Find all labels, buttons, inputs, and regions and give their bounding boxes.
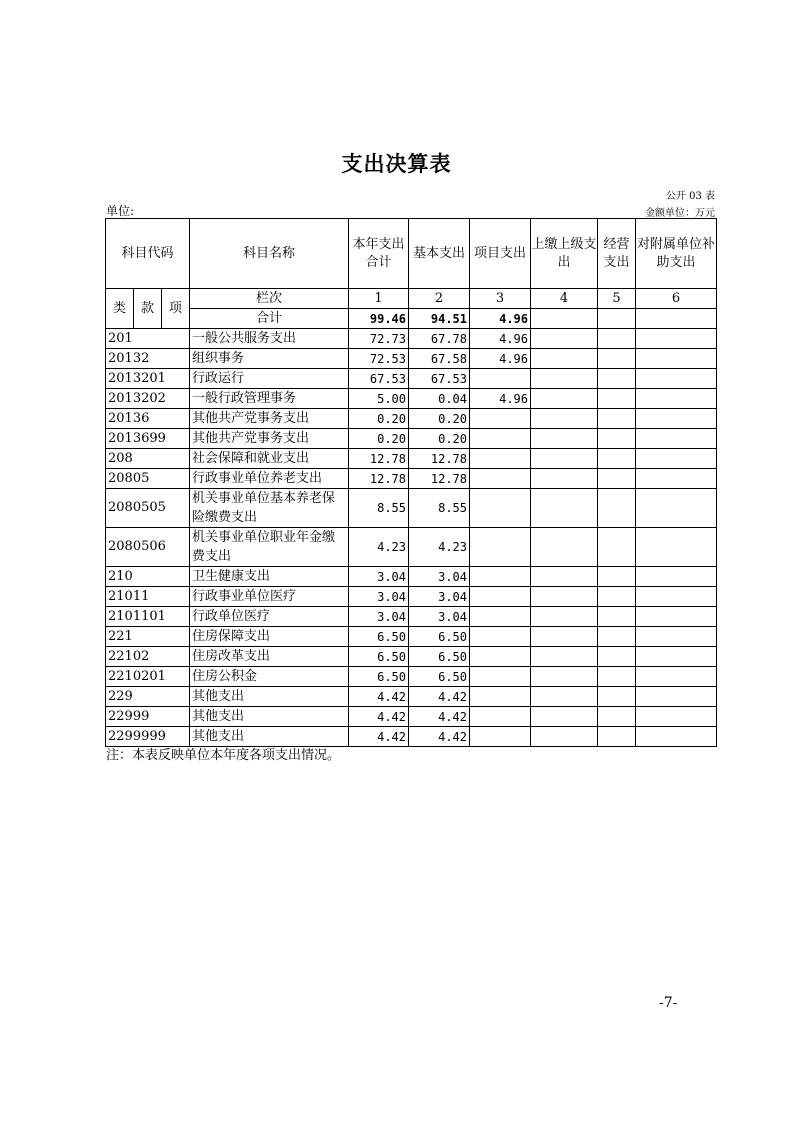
row-total: 12.78 xyxy=(349,449,409,469)
row-project: 4.96 xyxy=(470,349,531,369)
row-upper xyxy=(531,449,598,469)
row-business xyxy=(598,409,636,429)
row-subsidy xyxy=(636,687,717,707)
table-row xyxy=(106,587,717,607)
row-code: 2080505 xyxy=(106,489,190,528)
row-total: 72.53 xyxy=(349,349,409,369)
row-code: 22102 xyxy=(106,647,190,667)
row-name: 住房保障支出 xyxy=(190,627,349,647)
row-project xyxy=(470,667,531,687)
row-total: 0.20 xyxy=(349,429,409,449)
total-label: 合计 xyxy=(190,309,349,329)
table-row xyxy=(106,369,717,389)
row-project xyxy=(470,647,531,667)
row-name: 行政单位医疗 xyxy=(190,607,349,627)
row-business xyxy=(598,607,636,627)
row-subsidy xyxy=(636,627,717,647)
header-project: 项目支出 xyxy=(470,219,531,289)
row-code: 2080506 xyxy=(106,528,190,567)
row-name: 行政运行 xyxy=(190,369,349,389)
row-business xyxy=(598,429,636,449)
header-lanci: 栏次 xyxy=(190,289,349,309)
row-subsidy xyxy=(636,469,717,489)
row-subsidy xyxy=(636,489,717,528)
row-total: 4.42 xyxy=(349,727,409,747)
row-name: 一般公共服务支出 xyxy=(190,329,349,349)
table-row xyxy=(106,647,717,667)
row-upper xyxy=(531,409,598,429)
row-upper xyxy=(531,429,598,449)
row-project xyxy=(470,627,531,647)
total-project: 4.96 xyxy=(470,309,531,329)
row-name: 其他支出 xyxy=(190,727,349,747)
header-total: 本年支出合计 xyxy=(349,219,409,289)
row-upper xyxy=(531,349,598,369)
row-code: 21011 xyxy=(106,587,190,607)
row-basic: 4.23 xyxy=(409,528,470,567)
col-index-5: 5 xyxy=(598,289,636,309)
row-total: 67.53 xyxy=(349,369,409,389)
col-index-2: 2 xyxy=(409,289,470,309)
table-row xyxy=(106,567,717,587)
row-upper xyxy=(531,329,598,349)
row-business xyxy=(598,528,636,567)
row-name: 其他共产党事务支出 xyxy=(190,429,349,449)
row-subsidy xyxy=(636,449,717,469)
row-code: 20132 xyxy=(106,349,190,369)
expenditure-table xyxy=(105,218,717,747)
row-upper xyxy=(531,667,598,687)
row-upper xyxy=(531,389,598,409)
total-total: 99.46 xyxy=(349,309,409,329)
row-project xyxy=(470,489,531,528)
row-business xyxy=(598,647,636,667)
row-business xyxy=(598,449,636,469)
row-business xyxy=(598,727,636,747)
row-code: 221 xyxy=(106,627,190,647)
row-subsidy xyxy=(636,329,717,349)
header-basic: 基本支出 xyxy=(409,219,470,289)
row-basic: 4.42 xyxy=(409,727,470,747)
row-business xyxy=(598,349,636,369)
row-project xyxy=(470,707,531,727)
row-name: 行政事业单位养老支出 xyxy=(190,469,349,489)
row-business xyxy=(598,329,636,349)
row-basic: 3.04 xyxy=(409,567,470,587)
row-total: 5.00 xyxy=(349,389,409,409)
row-subsidy xyxy=(636,429,717,449)
header-row xyxy=(106,219,717,289)
row-code: 20136 xyxy=(106,409,190,429)
row-upper xyxy=(531,687,598,707)
row-basic: 6.50 xyxy=(409,667,470,687)
row-name: 一般行政管理事务 xyxy=(190,389,349,409)
row-subsidy xyxy=(636,607,717,627)
row-code: 20805 xyxy=(106,469,190,489)
row-business xyxy=(598,567,636,587)
row-subsidy xyxy=(636,389,717,409)
row-subsidy xyxy=(636,567,717,587)
row-name: 其他支出 xyxy=(190,687,349,707)
row-project xyxy=(470,587,531,607)
col-index-3: 3 xyxy=(470,289,531,309)
row-business xyxy=(598,489,636,528)
row-name: 社会保障和就业支出 xyxy=(190,449,349,469)
row-name: 其他共产党事务支出 xyxy=(190,409,349,429)
row-upper xyxy=(531,627,598,647)
row-subsidy xyxy=(636,667,717,687)
total-upper xyxy=(531,309,598,329)
total-row xyxy=(106,309,717,329)
header-lei: 类 xyxy=(106,289,134,329)
row-project: 4.96 xyxy=(470,389,531,409)
row-code: 2013201 xyxy=(106,369,190,389)
row-basic: 12.78 xyxy=(409,449,470,469)
row-subsidy xyxy=(636,349,717,369)
row-basic: 3.04 xyxy=(409,587,470,607)
row-subsidy xyxy=(636,707,717,727)
row-basic: 3.04 xyxy=(409,607,470,627)
row-business xyxy=(598,389,636,409)
row-upper xyxy=(531,369,598,389)
row-basic: 6.50 xyxy=(409,627,470,647)
row-basic: 67.58 xyxy=(409,349,470,369)
table-row xyxy=(106,389,717,409)
table-row xyxy=(106,449,717,469)
row-total: 3.04 xyxy=(349,587,409,607)
row-basic: 6.50 xyxy=(409,647,470,667)
row-basic: 8.55 xyxy=(409,489,470,528)
money-unit-label: 金额单位：万元 xyxy=(645,208,715,219)
row-business xyxy=(598,687,636,707)
row-basic: 0.20 xyxy=(409,409,470,429)
table-row xyxy=(106,349,717,369)
row-business xyxy=(598,369,636,389)
row-project xyxy=(470,727,531,747)
row-subsidy xyxy=(636,369,717,389)
row-name: 组织事务 xyxy=(190,349,349,369)
row-code: 2299999 xyxy=(106,727,190,747)
row-project xyxy=(470,687,531,707)
table-row xyxy=(106,687,717,707)
row-basic: 4.42 xyxy=(409,707,470,727)
row-total: 8.55 xyxy=(349,489,409,528)
row-total: 4.23 xyxy=(349,528,409,567)
row-basic: 67.78 xyxy=(409,329,470,349)
table-row xyxy=(106,469,717,489)
row-upper xyxy=(531,489,598,528)
row-business xyxy=(598,667,636,687)
row-basic: 12.78 xyxy=(409,469,470,489)
column-index-row xyxy=(106,289,717,309)
row-business xyxy=(598,627,636,647)
row-code: 2101101 xyxy=(106,607,190,627)
row-code: 2013202 xyxy=(106,389,190,409)
header-xiang: 项 xyxy=(162,289,190,329)
row-total: 72.73 xyxy=(349,329,409,349)
row-subsidy xyxy=(636,409,717,429)
row-basic: 0.20 xyxy=(409,429,470,449)
row-code: 201 xyxy=(106,329,190,349)
header-business: 经营支出 xyxy=(598,219,636,289)
row-upper xyxy=(531,528,598,567)
row-project xyxy=(470,409,531,429)
row-upper xyxy=(531,707,598,727)
unit-label: 单位: xyxy=(106,204,135,218)
row-upper xyxy=(531,727,598,747)
row-total: 6.50 xyxy=(349,647,409,667)
row-project: 4.96 xyxy=(470,329,531,349)
page-title: 支出决算表 xyxy=(341,152,452,176)
row-name: 住房改革支出 xyxy=(190,647,349,667)
row-code: 229 xyxy=(106,687,190,707)
header-kuan: 款 xyxy=(134,289,162,329)
row-subsidy xyxy=(636,647,717,667)
row-name: 机关事业单位职业年金缴费支出 xyxy=(190,528,349,567)
row-total: 4.42 xyxy=(349,687,409,707)
table-row xyxy=(106,429,717,449)
header-upper: 上缴上级支出 xyxy=(531,219,598,289)
row-upper xyxy=(531,607,598,627)
row-basic: 0.04 xyxy=(409,389,470,409)
row-code: 2013699 xyxy=(106,429,190,449)
col-index-6: 6 xyxy=(636,289,717,309)
row-basic: 4.42 xyxy=(409,687,470,707)
row-total: 3.04 xyxy=(349,607,409,627)
header-name: 科目名称 xyxy=(190,219,349,289)
row-project xyxy=(470,528,531,567)
table-row xyxy=(106,489,717,528)
table-row xyxy=(106,409,717,429)
row-total: 3.04 xyxy=(349,567,409,587)
row-code: 210 xyxy=(106,567,190,587)
table-row xyxy=(106,607,717,627)
row-upper xyxy=(531,567,598,587)
row-business xyxy=(598,587,636,607)
row-total: 4.42 xyxy=(349,707,409,727)
table-row xyxy=(106,528,717,567)
row-total: 12.78 xyxy=(349,469,409,489)
row-code: 208 xyxy=(106,449,190,469)
total-subsidy xyxy=(636,309,717,329)
total-business xyxy=(598,309,636,329)
row-total: 0.20 xyxy=(349,409,409,429)
row-subsidy xyxy=(636,528,717,567)
table-row xyxy=(106,667,717,687)
row-project xyxy=(470,567,531,587)
row-name: 卫生健康支出 xyxy=(190,567,349,587)
col-index-1: 1 xyxy=(349,289,409,309)
row-subsidy xyxy=(636,587,717,607)
row-code: 2210201 xyxy=(106,667,190,687)
row-subsidy xyxy=(636,727,717,747)
row-business xyxy=(598,469,636,489)
col-index-4: 4 xyxy=(531,289,598,309)
row-upper xyxy=(531,469,598,489)
header-subsidy: 对附属单位补助支出 xyxy=(636,219,717,289)
row-total: 6.50 xyxy=(349,627,409,647)
table-row xyxy=(106,329,717,349)
row-name: 住房公积金 xyxy=(190,667,349,687)
footnote: 注：本表反映单位本年度各项支出情况。 xyxy=(106,748,341,763)
row-name: 其他支出 xyxy=(190,707,349,727)
table-row xyxy=(106,707,717,727)
row-name: 机关事业单位基本养老保险缴费支出 xyxy=(190,489,349,528)
row-project xyxy=(470,607,531,627)
row-total: 6.50 xyxy=(349,667,409,687)
row-basic: 67.53 xyxy=(409,369,470,389)
form-number: 公开 03 表 xyxy=(665,191,715,202)
row-project xyxy=(470,469,531,489)
total-basic: 94.51 xyxy=(409,309,470,329)
row-project xyxy=(470,449,531,469)
row-code: 22999 xyxy=(106,707,190,727)
header-code: 科目代码 xyxy=(106,219,190,289)
row-project xyxy=(470,369,531,389)
row-business xyxy=(598,707,636,727)
row-name: 行政事业单位医疗 xyxy=(190,587,349,607)
page-number: -7- xyxy=(659,995,678,1011)
row-upper xyxy=(531,587,598,607)
row-project xyxy=(470,429,531,449)
row-upper xyxy=(531,647,598,667)
table-row xyxy=(106,627,717,647)
